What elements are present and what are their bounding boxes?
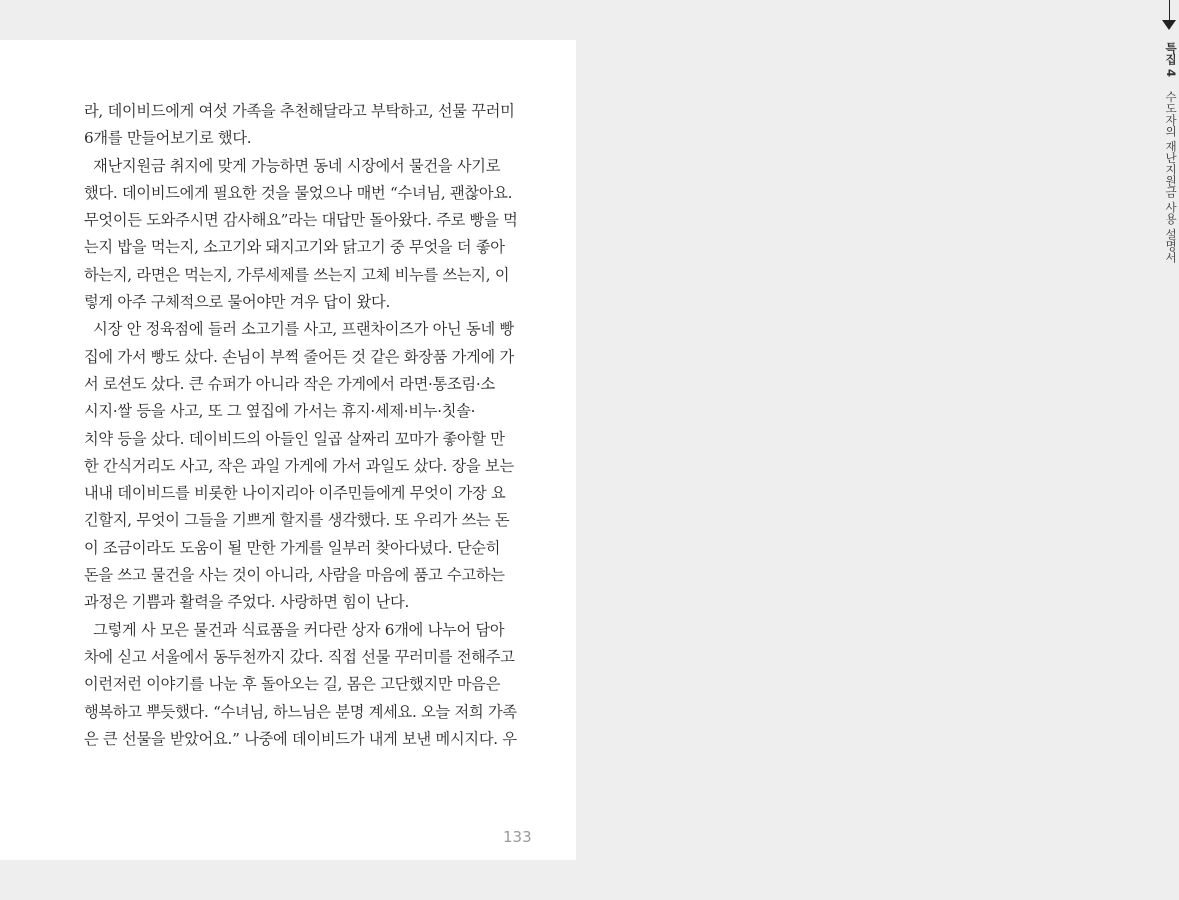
- text-line: 내내 데이비드를 비롯한 나이지리아 이주민들에게 무엇이 가장 요: [84, 484, 506, 503]
- text-line: 과정은 기쁨과 활력을 주었다. 사랑하면 힘이 난다.: [84, 593, 410, 612]
- section-label: 특집 4: [1164, 42, 1178, 78]
- text-line: 은 큰 선물을 받았어요.” 나중에 데이비드가 내게 보낸 메시지다. 우: [84, 729, 517, 748]
- text-line: 이런저런 이야기를 나눈 후 돌아오는 길, 몸은 고단했지만 마음은: [84, 675, 501, 694]
- text-line: 긴할지, 무엇이 그들을 기쁘게 할지를 생각했다. 또 우리가 쓰는 돈: [84, 511, 510, 530]
- text-line: 치약 등을 샀다. 데이비드의 아들인 일곱 살짜리 꼬마가 좋아할 만: [84, 429, 505, 448]
- text-line: 집에 가서 빵도 샀다. 손님이 부쩍 줄어든 것 같은 화장품 가게에 가: [84, 347, 514, 366]
- text-line: 이 조금이라도 도움이 될 만한 가게를 일부러 찾아다녔다. 단순히: [84, 538, 501, 557]
- paragraph: [84, 617, 539, 753]
- paragraph: [84, 153, 539, 317]
- book-page: [0, 40, 576, 860]
- text-line: 서 로션도 샀다. 큰 슈퍼가 아니라 작은 가게에서 라면·통조림·소: [84, 374, 495, 393]
- text-line: 라, 데이비드에게 여섯 가족을 추천해달라고 부탁하고, 선물 꾸러미: [84, 102, 515, 120]
- page-number: 133: [503, 828, 532, 846]
- text-line: 한 간식거리도 사고, 작은 과일 가게에 가서 과일도 샀다. 장을 보는: [84, 456, 514, 475]
- text-line: 하는지, 라면은 먹는지, 가루세제를 쓰는지 고체 비누를 쓰는지, 이: [84, 265, 510, 284]
- text-line: 6개를 만들어보기로 했다.: [84, 129, 252, 148]
- text-line: 시장 안 정육점에 들러 소고기를 사고, 프랜차이즈가 아닌 동네 빵: [84, 320, 514, 339]
- text-line: 재난지원금 취지에 맞게 가능하면 동네 시장에서 물건을 사기로: [84, 156, 501, 175]
- chapter-side-tab: [576, 0, 1178, 900]
- chapter-label: [1163, 42, 1179, 263]
- chapter-title: 수도자의 재난지원금 사용 설명서: [1164, 90, 1178, 263]
- text-line: 돈을 쓰고 물건을 사는 것이 아니라, 사람을 마음에 품고 수고하는: [84, 566, 505, 585]
- text-line: 렇게 아주 구체적으로 물어야만 겨우 답이 왔다.: [84, 293, 391, 312]
- paragraph: [84, 98, 539, 153]
- text-line: 시지·쌀 등을 사고, 또 그 옆집에 가서는 휴지·세제·비누·칫솔·: [84, 402, 476, 421]
- text-line: 했다. 데이비드에게 필요한 것을 물었으나 매번 “수녀님, 괜찮아요.: [84, 183, 513, 202]
- text-line: 는지 밥을 먹는지, 소고기와 돼지고기와 닭고기 중 무엇을 더 좋아: [84, 238, 505, 257]
- text-line: 행복하고 뿌듯했다. “수녀님, 하느님은 분명 계세요. 오늘 저희 가족: [84, 702, 517, 721]
- text-line: 그렇게 사 모은 물건과 식료품을 커다란 상자 6개에 나누어 담아: [84, 620, 505, 639]
- body-text: [84, 98, 539, 753]
- paragraph: [84, 316, 539, 616]
- arrow-down-icon: [1162, 20, 1176, 30]
- text-line: 무엇이든 도와주시면 감사해요”라는 대답만 돌아왔다. 주로 빵을 먹: [84, 211, 518, 230]
- text-line: 차에 싣고 서울에서 동두천까지 갔다. 직접 선물 꾸러미를 전해주고: [84, 647, 515, 666]
